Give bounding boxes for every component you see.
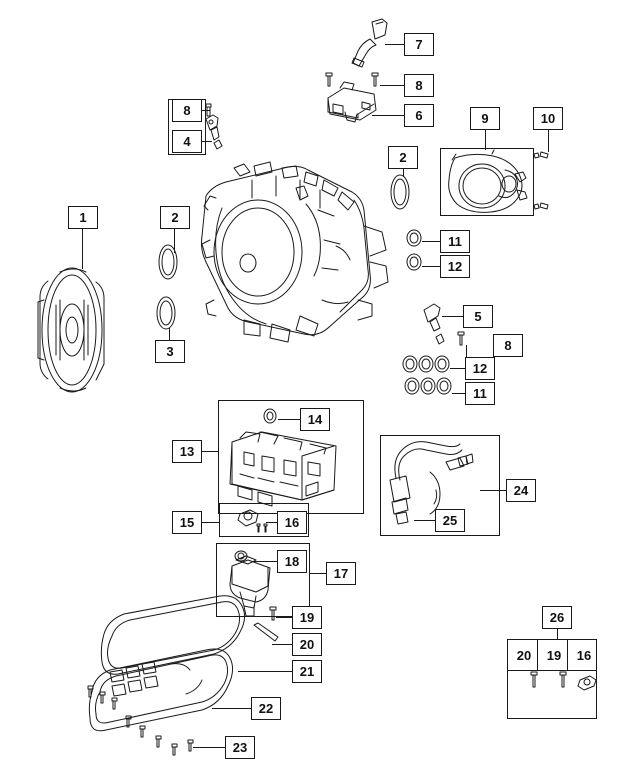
leader-17	[310, 573, 326, 574]
callout-2-right[interactable]: 2	[388, 146, 418, 169]
callout-18[interactable]: 18	[277, 550, 307, 573]
leader-24	[480, 490, 506, 491]
callout-22[interactable]: 22	[251, 697, 281, 720]
part-seal-2-right	[391, 175, 409, 209]
callout-19-upper[interactable]: 19	[292, 606, 322, 629]
callout-5[interactable]: 5	[463, 305, 493, 328]
callout-12-upper[interactable]: 12	[440, 255, 470, 278]
part-transmission-case	[202, 162, 389, 342]
leader-16a	[266, 522, 277, 523]
leader-26	[557, 629, 558, 639]
part-rings-11-12-lower	[403, 356, 451, 394]
leader-15	[202, 522, 219, 523]
leader-23	[193, 747, 225, 748]
part-sensor-5	[424, 304, 444, 344]
leader-8c	[466, 345, 467, 357]
callout-15[interactable]: 15	[172, 511, 202, 534]
leader-9	[485, 130, 486, 150]
part-bolt-8-right	[458, 332, 464, 345]
leader-4	[202, 141, 212, 142]
leader-2a	[174, 229, 175, 253]
leader-13	[202, 451, 218, 452]
leader-5	[442, 316, 463, 317]
leader-1	[82, 229, 83, 269]
leader-10	[548, 130, 549, 152]
callout-7[interactable]: 7	[404, 33, 434, 56]
group-box-bellhousing-seal	[440, 148, 534, 216]
leader-14	[278, 419, 300, 420]
callout-11-lower[interactable]: 11	[465, 382, 495, 405]
callout-20-upper[interactable]: 20	[292, 633, 322, 656]
part-bolt-10	[534, 152, 548, 209]
callout-10[interactable]: 10	[533, 107, 563, 130]
callout-19-kit[interactable]: 19	[542, 644, 566, 666]
part-torque-converter	[38, 268, 104, 392]
part-oil-pan-22	[89, 649, 232, 731]
leader-6	[372, 115, 404, 116]
callout-20-kit[interactable]: 20	[512, 644, 536, 666]
part-bracket-7	[352, 19, 387, 67]
callout-9[interactable]: 9	[470, 107, 500, 130]
part-seal-3	[157, 297, 175, 329]
group-box-valve-body	[218, 400, 364, 514]
callout-8-left[interactable]: 8	[172, 99, 202, 122]
leader-11a	[422, 241, 440, 242]
callout-12-lower[interactable]: 12	[465, 357, 495, 380]
callout-26[interactable]: 26	[542, 606, 572, 629]
part-sensor-4	[206, 115, 222, 149]
callout-14[interactable]: 14	[300, 408, 330, 431]
callout-21[interactable]: 21	[292, 660, 322, 683]
callout-2-upper[interactable]: 2	[160, 206, 190, 229]
leader-21	[238, 671, 292, 672]
part-solenoid-6	[328, 82, 376, 122]
leader-2b	[403, 169, 404, 177]
callout-16-inline[interactable]: 16	[277, 511, 307, 534]
callout-13[interactable]: 13	[172, 440, 202, 463]
leader-3	[169, 328, 170, 340]
callout-6[interactable]: 6	[404, 104, 434, 127]
leader-22	[212, 708, 251, 709]
callout-8-upper[interactable]: 8	[404, 74, 434, 97]
callout-3[interactable]: 3	[155, 340, 185, 363]
callout-16-kit[interactable]: 16	[572, 644, 596, 666]
leader-8b	[380, 85, 404, 86]
callout-11-upper[interactable]: 11	[440, 230, 470, 253]
part-rings-11-12-upper	[407, 230, 421, 270]
leader-19a	[276, 617, 292, 618]
leader-11b	[452, 393, 465, 394]
callout-23[interactable]: 23	[225, 736, 255, 759]
leader-7	[385, 44, 404, 45]
leader-12b	[450, 368, 465, 369]
callout-1[interactable]: 1	[68, 206, 98, 229]
callout-24[interactable]: 24	[506, 479, 536, 502]
part-bolt-20	[254, 623, 278, 641]
callout-17[interactable]: 17	[326, 562, 356, 585]
callout-8-right[interactable]: 8	[493, 334, 523, 357]
callout-4[interactable]: 4	[172, 130, 202, 153]
leader-8a	[202, 110, 210, 111]
part-pan-bolts-23	[88, 686, 193, 755]
callout-25[interactable]: 25	[435, 509, 465, 532]
leader-20a	[272, 644, 292, 645]
leader-18	[252, 561, 277, 562]
leader-12a	[422, 266, 440, 267]
leader-25	[414, 520, 435, 521]
